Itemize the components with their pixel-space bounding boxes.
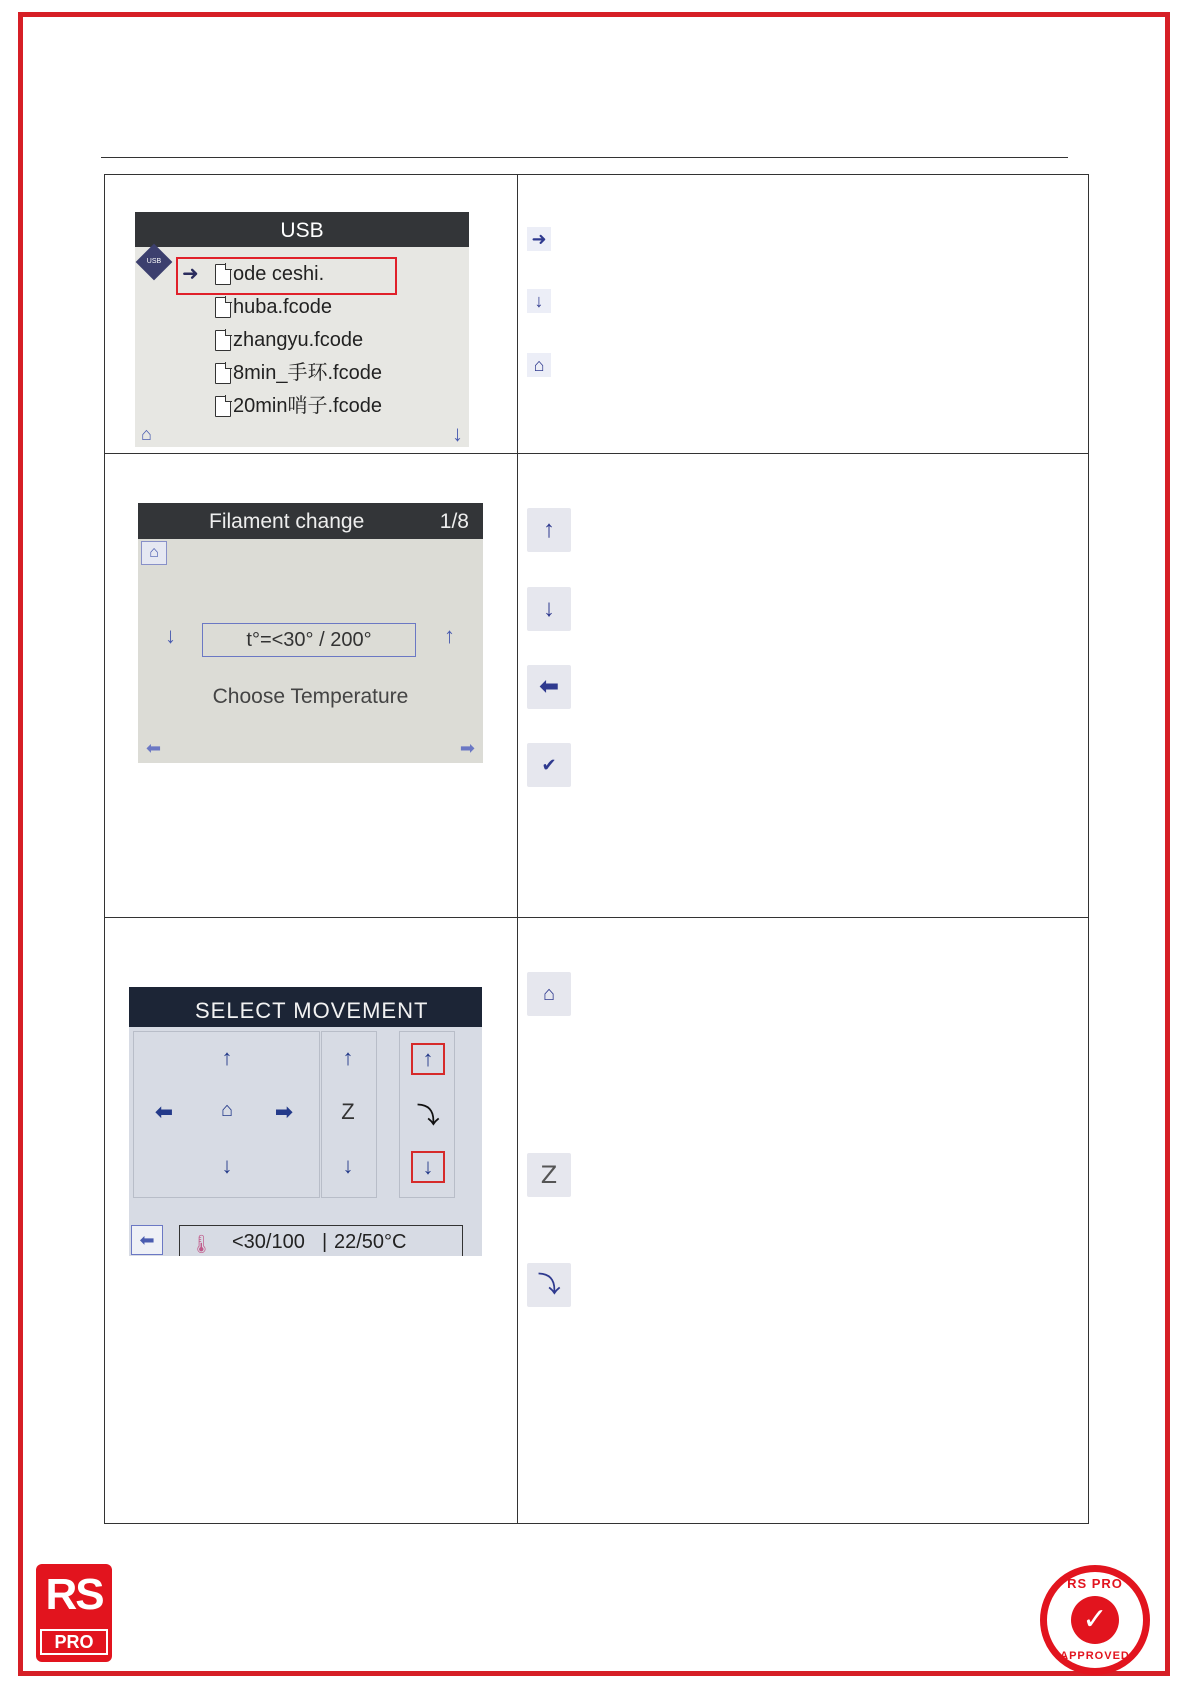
list-item[interactable] [179,258,382,291]
file-name: 20min哨子.fcode [233,395,382,417]
arrow-down-icon: ↓ [527,587,571,631]
file-icon [215,264,231,285]
legend-cell-usb [518,175,1089,454]
table-row [105,918,1089,1524]
list-item[interactable] [179,291,382,324]
home-icon[interactable]: ⌂ [220,1099,234,1121]
seal-top-text: RS PRO [1067,1576,1123,1591]
arrow-down-icon[interactable]: ↓ [452,421,463,446]
z-up-icon[interactable]: ↑ [342,1045,354,1070]
temperature-readout [179,1225,463,1256]
home-icon[interactable]: ⌂ [141,424,152,444]
arrow-up-icon: ↑ [527,508,571,552]
file-icon [215,330,231,351]
usb-badge-icon: USB [136,244,173,281]
arrow-right-icon: ➜ [527,227,551,251]
arrow-left-icon[interactable]: ⬅ [146,738,162,758]
list-item[interactable] [179,324,382,357]
screenshot-cell-filament [105,454,518,918]
z-label: Z [341,1099,355,1124]
rs-pro-approved-seal [1040,1565,1150,1675]
screen-title: Filament change [209,510,365,533]
arrow-up-icon[interactable]: ↑ [221,1045,233,1070]
arrow-down-icon: ↓ [527,289,551,313]
legend-cell-movement [518,918,1089,1524]
screenshot-cell-usb [105,175,518,454]
file-name: ode ceshi. [233,263,325,285]
usb-screen-title: USB [135,212,469,247]
extruder-icon: ⤵ [416,1103,439,1128]
extruder-icon: ⤵ [527,1263,571,1307]
extrude-down-icon[interactable]: ↓ [411,1151,445,1183]
arrow-left-icon: ⬅ [527,665,571,709]
bed-temperature: 22/50°C [334,1231,407,1253]
arrow-right-icon[interactable]: ➡ [459,738,475,758]
rs-pro-logo [36,1564,112,1662]
usb-screen [135,212,469,447]
seal-bottom-text: APPROVED [1060,1650,1130,1662]
screenshot-cell-movement [105,918,518,1524]
screen-caption: Choose Temperature [212,685,409,708]
arrow-down-icon[interactable]: ↓ [221,1153,233,1178]
header-rule [101,157,1068,158]
table-row [105,175,1089,454]
check-icon: ✔ [527,743,571,787]
arrow-down-icon[interactable]: ↓ [165,623,176,648]
filament-screen [138,503,483,763]
arrow-right-icon: ➜ [182,263,199,285]
home-icon: ⌂ [527,972,571,1016]
list-item[interactable] [179,357,382,390]
manual-table [104,174,1089,1524]
list-item[interactable] [179,390,382,423]
page-indicator: 1/8 [439,510,469,533]
legend-cell-filament [518,454,1089,918]
nozzle-temperature: <30/100 [232,1231,305,1253]
file-icon [215,363,231,384]
file-name: zhangyu.fcode [233,329,364,351]
filament-screen-title [138,503,483,539]
home-icon[interactable]: ⌂ [141,541,167,565]
file-icon [215,297,231,318]
arrow-left-icon[interactable]: ⬅ [154,1099,174,1124]
file-icon [215,396,231,417]
back-button[interactable]: ⬅ [131,1225,163,1255]
logo-rs-text: RS [45,1570,103,1619]
status-bar [129,1225,482,1256]
z-label: Z [527,1153,571,1197]
temperature-field[interactable]: t°=<30° / 200° [202,623,416,657]
movement-screen [129,987,482,1256]
check-icon: ✓ [1071,1596,1119,1644]
file-name: 8min_手环.fcode [233,362,382,384]
table-row [105,454,1089,918]
home-icon: ⌂ [527,353,551,377]
logo-pro-text: PRO [40,1629,108,1655]
thermometer-icon: 🌡 [190,1234,213,1254]
temperature-separator: | [322,1231,328,1253]
file-name: huba.fcode [233,296,332,318]
arrow-right-icon[interactable]: ➡ [274,1099,294,1124]
z-down-icon[interactable]: ↓ [342,1153,354,1178]
extrude-up-icon[interactable]: ↑ [411,1043,445,1075]
arrow-up-icon[interactable]: ↑ [444,623,455,648]
movement-screen-title: SELECT MOVEMENT [129,987,482,1027]
file-list [179,258,382,423]
